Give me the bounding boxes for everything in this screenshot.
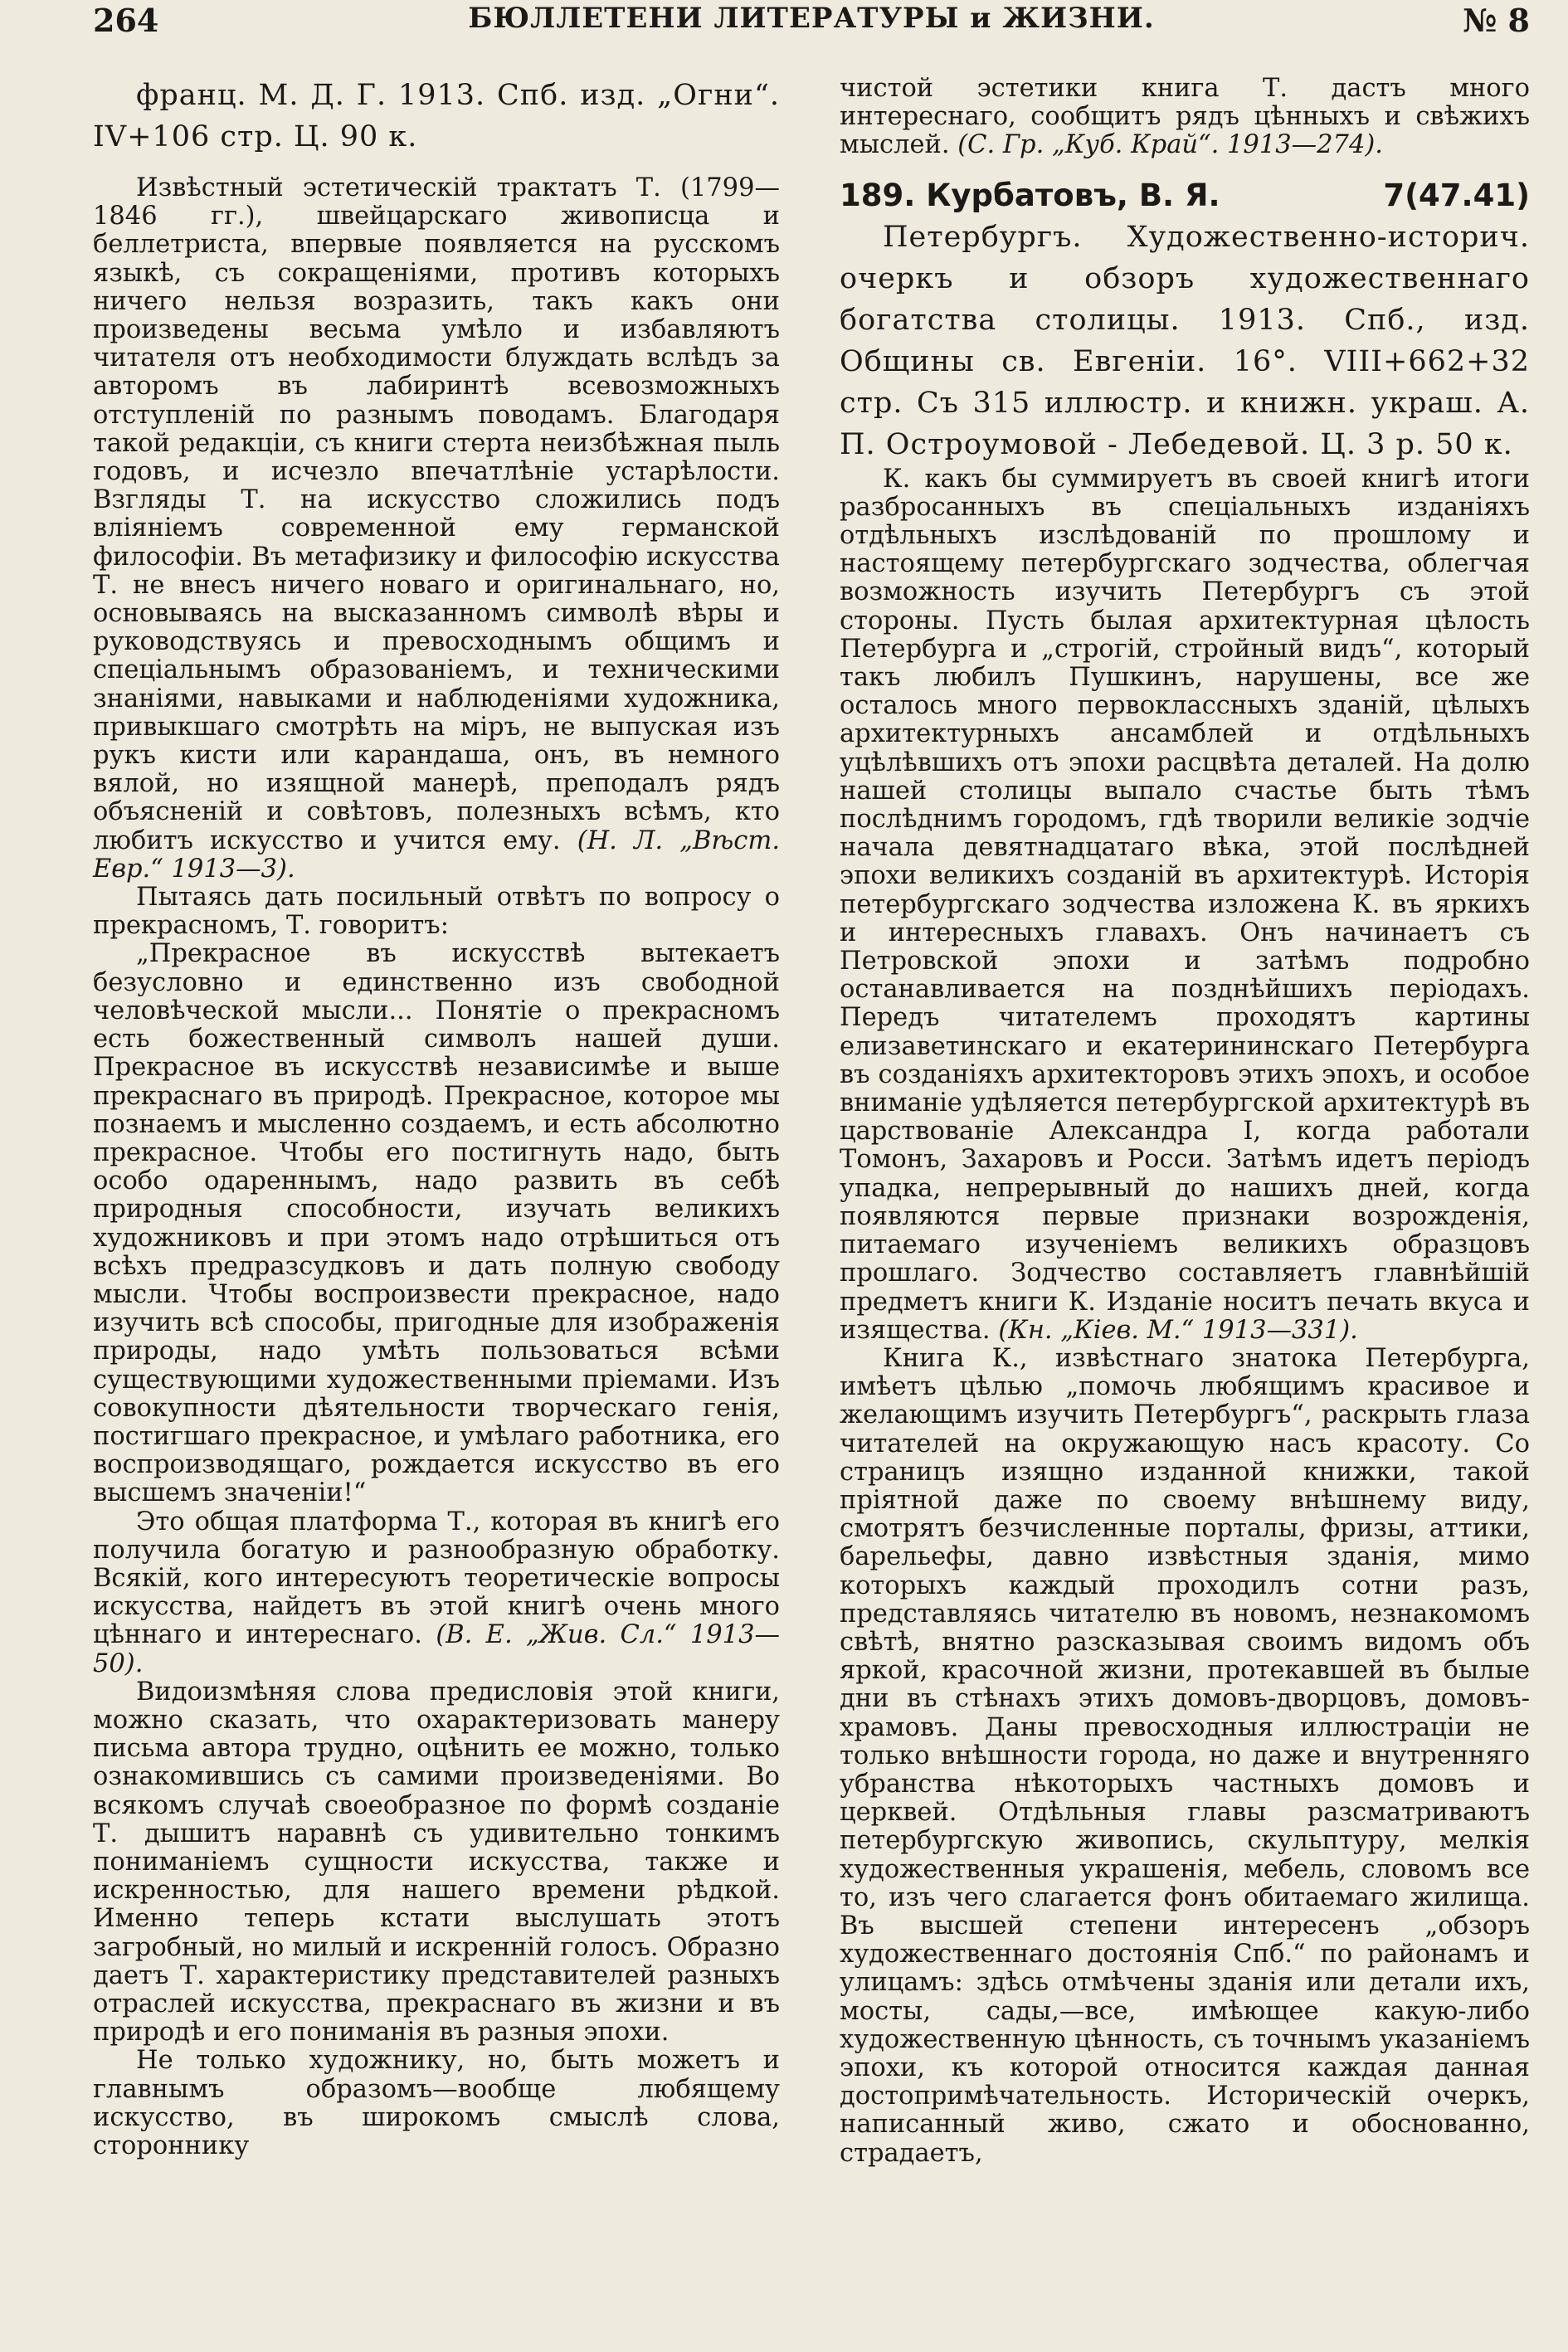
page-header (93, 0, 1530, 40)
review-source: (С. Гр. „Куб. Край“. 1913—274). (957, 130, 1383, 160)
review-paragraph (840, 75, 1530, 160)
review-paragraph (840, 465, 1530, 1345)
review-text: Это общая платформа Т., которая въ книгѣ его получила богатую и разнообразную обработку. Всякій, кого интересуютъ теоретическіе вопросы искусства, найдетъ въ этой книгѣ очень много цѣннаго и интереснаго. (93, 1507, 780, 1650)
review-source: (Кн. „Кіев. М.“ 1913—331). (998, 1315, 1358, 1345)
review-paragraph: Книга К., извѣстнаго знатока Петербурга, имѣетъ цѣлью „помочь любящимъ красивое и желающимъ изучить Петербургъ“, раскрыть глаза читателей на окружающую насъ красоту. Со страницъ изящно изданной книжки, такой пріятной даже по своему внѣшнему виду, смотрятъ безчисленные порталы, фризы, аттики, барельефы, давно извѣстныя зданія, мимо которыхъ каждый проходилъ сотни разъ, представляясь читателю въ новомъ, незнакомомъ свѣтѣ, внятно разсказывая своимъ видомъ объ яркой, красочной жизни, протекавшей въ былые дни въ стѣнахъ этихъ домовъ-дворцовъ, домовъ-храмовъ. Даны превосходныя иллюстраціи не только внѣшности города, но даже и внутренняго убранства нѣкоторыхъ частныхъ домовъ и церквей. Отдѣльныя главы разсматриваютъ петербургскую живопись, скульптуру, мелкія художественныя украшенія, мебель, словомъ все то, изъ чего слагается фонъ обитаемаго жилища. Въ высшей степени интересенъ „обзоръ художественнаго достоянія Спб.“ по районамъ и улицамъ: здѣсь отмѣчены зданія или детали ихъ, мосты, сады,—все, имѣющее какую-либо художественную цѣнность, съ точнымъ указаніемъ эпохи, къ которой относится каждая данная достопримѣчательность. Историческій очеркъ, написанный живо, сжато и обоснованно, страдаетъ, (840, 1343, 1530, 2168)
page-number: 264 (93, 2, 159, 39)
quotation-paragraph: „Прекрасное въ искусствѣ вытекаетъ безусловно и единственно изъ свободной человѣческой мысли... Понятіе о прекрасномъ есть божественный символъ нашей души. Прекрасное въ искусствѣ независимѣе и выше прекраснаго въ природѣ. Прекрасное, которое мы познаемъ и мысленно создаемъ, и есть абсолютно прекрасное. Чтобы его постигнуть надо, быть особо одареннымъ, надо развить въ себѣ природныя способности, изучать великихъ художниковъ и при этомъ надо отрѣшиться отъ всѣхъ предразсудковъ и дать полную свободу мысли. Чтобы воспроизвести прекрасное, надо изучить всѣ способы, пригодные для изображенія природы, надо умѣть пользоваться всѣми существующими художественными пріемами. Изъ совокупности дѣятельности творческаго генія, постигшаго прекрасное, и умѣлаго работника, его воспроизводящаго, рождается искусство въ его высшемъ значеніи!“ (93, 939, 780, 1508)
bibliographic-entry: Петербургъ. Художественно-историч. очеркъ и обзоръ художественнаго богатства столицы. 1913. Спб., изд. Общины св. Евгеніи. 16°. VIII+662+32 стр. Съ 315 иллюстр. и книжн. украш. А. П. Остроумовой - Лебедевой. Ц. 3 р. 50 к. (840, 220, 1530, 461)
review-paragraph (93, 1508, 780, 1678)
entry-label (840, 175, 1220, 217)
review-source: (В. Е. „Жив. Сл.“ 1913—50). (93, 1620, 780, 1678)
review-paragraph: Пытаясь дать посильный отвѣтъ по вопросу о прекрасномъ, Т. говоритъ: (93, 883, 780, 941)
bibliographic-entry: франц. М. Д. Г. 1913. Спб. изд. „Огни“. IV+106 стр. Ц. 90 к. (93, 79, 780, 153)
right-column (840, 75, 1530, 2168)
issue-number: № 8 (1463, 2, 1530, 39)
left-column (93, 75, 780, 2160)
review-paragraph (93, 174, 780, 884)
entry-classification: 7(47.41) (1383, 177, 1530, 213)
entry-number: 189. (840, 177, 916, 213)
review-source: (Н. Л. „Вѣст. Евр.“ 1913—3). (93, 825, 781, 884)
review-paragraph: Видоизмѣняя слова предисловія этой книги, можно сказать, что охарактеризовать манеру письма автора трудно, оцѣнить ее можно, только ознакомившись съ самими произведеніями. Во всякомъ случаѣ своеобразное по формѣ созданіе Т. дышитъ наравнѣ съ удивительно тонкимъ пониманіемъ сущности искусства, также и искренностью, для нашего времени рѣдкой. Именно теперь кстати выслушать этотъ загробный, но милый и искренній голосъ. Образно даетъ Т. характеристику представителей разныхъ отраслей искусства, прекраснаго въ жизни и въ природѣ и его пониманія въ разныя эпохи. (93, 1677, 780, 2048)
review-text: Извѣстный эстетическій трактатъ Т. (1799—1846 гг.), швейцарскаго живописца и беллетриста, впервые появляется на русскомъ языкѣ, съ сокращеніями, противъ которыхъ ничего нельзя возразить, такъ какъ они произведены весьма умѣло и избавляютъ читателя отъ необходимости блуждать вслѣдъ за авторомъ въ лабиринтѣ всевозможныхъ отступленій по разнымъ поводамъ. Благодаря такой редакціи, съ книги стерта неизбѣжная пыль годовъ, и исчезло впечатлѣніе устарѣлости. Взгляды Т. на искусство сложились подъ вліяніемъ современной ему германской философіи. Въ метафизику и философію искусства Т. не внесъ ничего новаго и оригинальнаго, но, основываясь на высказанномъ символѣ вѣры и руководствуясь и превосходнымъ общимъ и спеціальнымъ образованіемъ, и техническими знаніями, навыками и наблюденіями художника, привыкшаго смотрѣть на міръ, не выпуская изъ рукъ кисти или карандаша, онъ, въ немного вялой, но изящной манерѣ, преподалъ рядъ объясненій и совѣтовъ, полезныхъ всѣмъ, кто любитъ искусство и учится ему. (93, 173, 780, 855)
entry-author: Курбатовъ, В. Я. (926, 177, 1220, 213)
review-text: чистой эстетики книга Т. дастъ много интереснаго, сообщитъ рядъ цѣнныхъ и свѣжихъ мыслей. (840, 74, 1530, 160)
review-paragraph: Не только художнику, но, быть можетъ и главнымъ образомъ—вообще любящему искусство, въ широкомъ смыслѣ слова, стороннику (93, 2046, 780, 2161)
journal-title: БЮЛЛЕТЕНИ ЛИТЕРАТУРЫ и ЖИЗНИ. (468, 2, 1155, 35)
entry-heading (840, 175, 1530, 217)
review-text: К. какъ бы суммируетъ въ своей книгѣ итоги разбросанныхъ въ спеціальныхъ изданіяхъ отдѣльныхъ изслѣдованій по прошлому и настоящему петербургскаго зодчества, облегчая возможность изучить Петербургъ съ этой стороны. Пусть былая архитектурная цѣлость Петербурга и „строгій, стройный видъ“, который такъ любилъ Пушкинъ, нарушены, все же осталось много первоклассныхъ зданій, цѣлыхъ архитектурныхъ ансамблей и отдѣльныхъ уцѣлѣвшихъ отъ эпохи расцвѣта деталей. На долю нашей столицы выпало счастье быть тѣмъ послѣднимъ городомъ, гдѣ творили великіе зодчіе начала девятнадцатаго вѣка, этой послѣдней эпохи великихъ созданій въ архитектурѣ. Исторія петербургскаго зодчества изложена К. въ яркихъ и интересныхъ главахъ. Онъ начинаетъ съ Петровской эпохи и затѣмъ подробно останавливается на позднѣйшихъ періодахъ. Передъ читателемъ проходятъ картины елизаветинскаго и екатерининскаго Петербурга въ созданіяхъ архитекторовъ этихъ эпохъ, и особое вниманіе удѣляется петербургской архитектурѣ въ царствованіе Александра I, когда работали Томонъ, Захаровъ и Росси. Затѣмъ идетъ періодъ упадка, непрерывный до нашихъ дней, когда появляются первые признаки возрожденія, питаемаго изученіемъ великихъ образцовъ прошлаго. Зодчество составляетъ главнѣйшій предметъ книги К. Изданіе носитъ печать вкуса и изящества. (840, 464, 1530, 1345)
